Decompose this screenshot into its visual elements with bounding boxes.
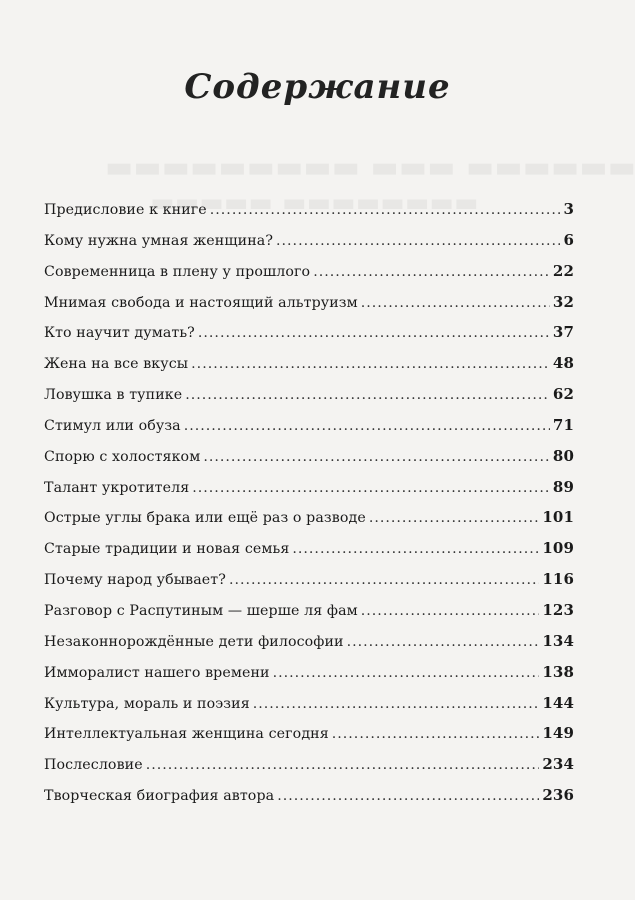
- toc-heading: Содержание: [184, 66, 451, 107]
- toc-entry-title: Мнимая свобода и настоящий альтруизм: [44, 294, 358, 311]
- toc-entry-title: Незаконнорождённые дети философии: [44, 633, 344, 650]
- toc-entry-page-number: 62: [552, 385, 574, 404]
- toc-entry-page-number: 234: [542, 755, 574, 774]
- toc-entry: [44, 385, 574, 416]
- toc-entry-title: Культура, мораль и поэзия: [44, 695, 250, 712]
- table-of-contents: [44, 200, 574, 817]
- dot-leader: [185, 387, 550, 403]
- toc-entry-page-number: 144: [542, 693, 574, 712]
- toc-entry-title: Почему народ убывает?: [44, 572, 226, 589]
- dot-leader: [253, 696, 540, 712]
- dot-leader: [332, 726, 540, 742]
- toc-entry-title: Жена на все вкусы: [44, 356, 189, 373]
- toc-entry-page-number: 48: [552, 354, 574, 373]
- toc-entry: [44, 416, 574, 447]
- toc-entry: [44, 724, 574, 755]
- dot-leader: [192, 480, 550, 496]
- toc-entry-title: Разговор с Распутиным — шерше ля фам: [44, 602, 358, 619]
- dot-leader: [273, 665, 540, 681]
- toc-entry: [44, 447, 574, 478]
- dot-leader: [292, 541, 539, 557]
- toc-entry-page-number: 3: [563, 200, 574, 218]
- toc-entry-page-number: 71: [552, 415, 574, 434]
- toc-entry-page-number: 37: [552, 323, 574, 342]
- toc-entry-title: Острые углы брака или ещё раз о разводе: [44, 510, 366, 527]
- dot-leader: [361, 295, 550, 311]
- toc-entry-title: Послесловие: [44, 757, 143, 774]
- toc-entry: [44, 663, 574, 694]
- toc-entry-page-number: 123: [542, 600, 574, 619]
- toc-entry-page-number: 149: [542, 724, 574, 743]
- dot-leader: [313, 264, 550, 280]
- toc-entry: [44, 694, 574, 725]
- toc-entry-title: Творческая биография автора: [44, 788, 275, 805]
- toc-entry-title: Стимул или обуза: [44, 417, 181, 434]
- toc-entry: [44, 262, 574, 293]
- toc-entry: [44, 539, 574, 570]
- toc-entry: [44, 755, 574, 786]
- toc-entry-title: Современница в плену у прошлого: [44, 263, 311, 280]
- dot-leader: [198, 325, 550, 341]
- dot-leader: [347, 634, 540, 650]
- toc-entry-title: Интеллектуальная женщина сегодня: [44, 726, 329, 743]
- toc-entry: [44, 200, 574, 231]
- toc-entry-title: Кому нужна умная женщина?: [44, 232, 274, 249]
- dot-leader: [369, 510, 540, 526]
- toc-entry-page-number: 109: [542, 539, 574, 558]
- toc-entry-page-number: 116: [542, 570, 574, 589]
- toc-entry-title: Талант укротителя: [44, 479, 190, 496]
- toc-entry: [44, 601, 574, 632]
- toc-entry-title: Спорю с холостяком: [44, 448, 201, 465]
- toc-entry: [44, 478, 574, 509]
- toc-entry-page-number: 22: [552, 261, 574, 280]
- show-through-text: [105, 150, 635, 185]
- toc-entry-page-number: 80: [552, 446, 574, 465]
- toc-entry: [44, 632, 574, 663]
- toc-entry-title: Кто научит думать?: [44, 325, 195, 342]
- toc-entry: [44, 570, 574, 601]
- dot-leader: [276, 233, 560, 249]
- dot-leader: [277, 788, 539, 804]
- dot-leader: [191, 356, 550, 372]
- toc-entry: [44, 786, 574, 817]
- toc-entry-title: Предисловие к книге: [44, 202, 207, 218]
- toc-entry-page-number: 101: [542, 508, 574, 527]
- toc-entry-page-number: 138: [542, 662, 574, 681]
- toc-entry-page-number: 89: [552, 477, 574, 496]
- dot-leader: [229, 572, 539, 588]
- toc-entry: [44, 293, 574, 324]
- dot-leader: [361, 603, 540, 619]
- toc-entry: [44, 323, 574, 354]
- toc-entry-title: Имморалист нашего времени: [44, 664, 270, 681]
- dot-leader: [146, 757, 540, 773]
- dot-leader: [184, 418, 550, 434]
- toc-entry-title: Ловушка в тупике: [44, 387, 183, 404]
- toc-entry: [44, 508, 574, 539]
- dot-leader: [210, 202, 561, 218]
- toc-entry: [44, 354, 574, 385]
- toc-entry-page-number: 134: [542, 631, 574, 650]
- toc-entry-page-number: 6: [563, 230, 574, 249]
- toc-entry-page-number: 32: [552, 292, 574, 311]
- toc-entry-title: Старые традиции и новая семья: [44, 541, 290, 558]
- toc-entry-page-number: 236: [542, 786, 574, 805]
- dot-leader: [203, 449, 550, 465]
- toc-entry: [44, 231, 574, 262]
